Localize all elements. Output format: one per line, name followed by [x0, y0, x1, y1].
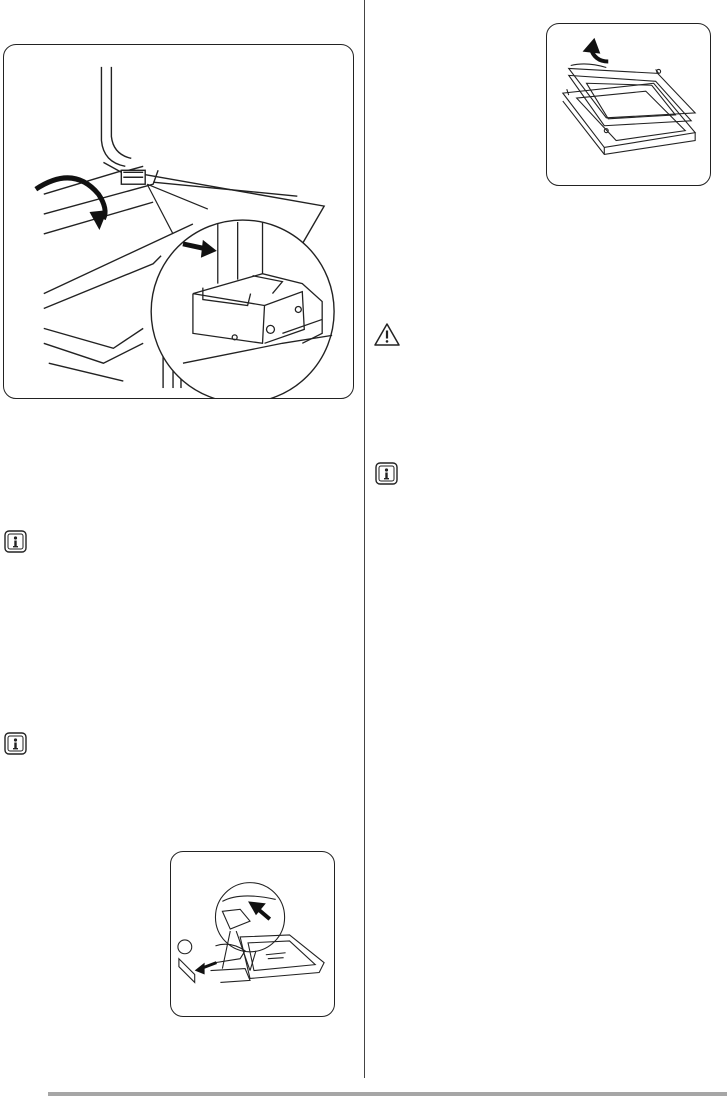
footer-rule	[48, 1092, 727, 1096]
info-icon	[4, 530, 27, 553]
hinge-illustration	[4, 45, 353, 398]
warning-triangle-icon	[373, 322, 401, 348]
info-icon	[375, 462, 398, 485]
door-trim-removal-figure	[170, 851, 335, 1017]
info-icon	[4, 732, 27, 755]
column-divider	[364, 0, 365, 1078]
glass-panel-illustration	[547, 24, 710, 185]
door-glass-lift-figure	[546, 23, 711, 186]
hinge-lever-figure	[3, 44, 354, 399]
trim-removal-illustration	[171, 852, 334, 1016]
